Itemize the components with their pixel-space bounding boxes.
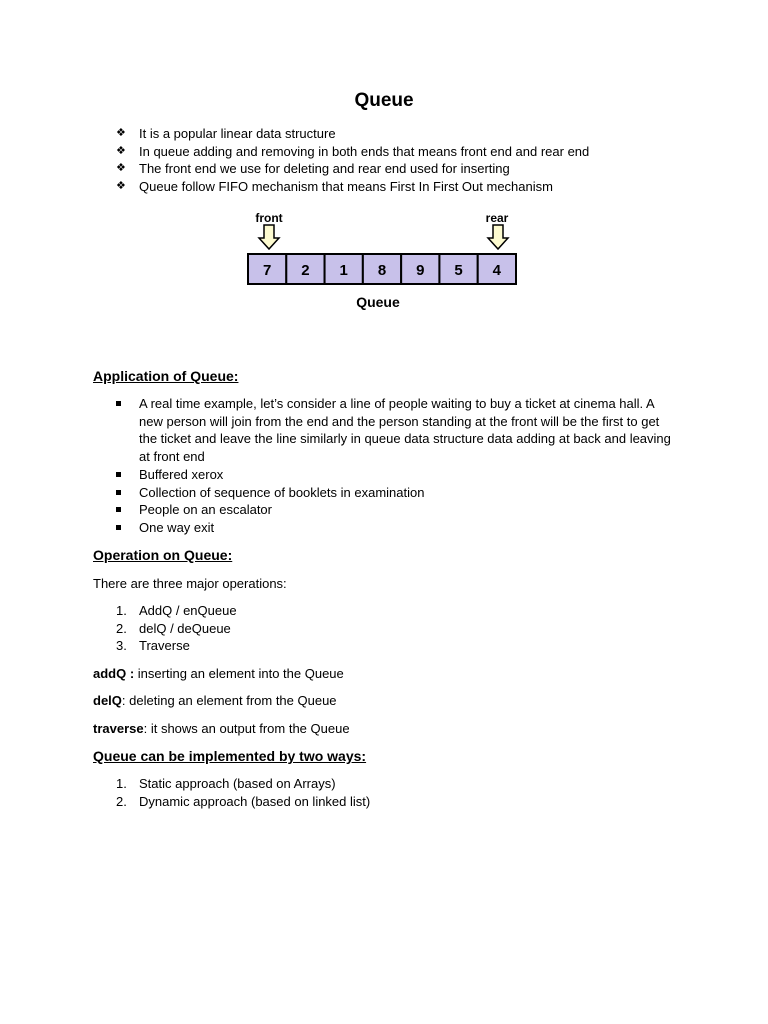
definition-addq: addQ : inserting an element into the Queue	[93, 666, 344, 681]
list-item: A real time example, let’s consider a line of people waiting to buy a ticket at cinema hall. A new person will join from the end and the person standing at the front will be the first to get the ticket and leave the line similarly in queue data structure data adding at back and leaving at front end	[116, 395, 676, 466]
square-bullet-icon	[116, 507, 121, 512]
queue-cell-value: 2	[301, 262, 310, 279]
list-item: ❖ It is a popular linear data structure	[116, 126, 336, 141]
list-item: 3. Traverse	[116, 638, 190, 654]
list-item: Buffered xerox	[116, 466, 676, 484]
list-item: People on an escalator	[116, 501, 676, 519]
list-item: ❖ In queue adding and removing in both ends that means front end and rear end	[116, 143, 590, 159]
operations-intro: There are three major operations:	[93, 576, 287, 591]
diamond-bullet-icon: ❖	[116, 144, 126, 157]
queue-cell-value: 4	[492, 262, 502, 279]
definition-delq: delQ: deleting an element from the Queue	[93, 693, 337, 708]
list-item: ❖ The front end we use for deleting and rear end used for inserting	[116, 161, 510, 177]
list-item: 1. AddQ / enQueue	[116, 603, 237, 618]
queue-cell-value: 8	[377, 262, 387, 279]
application-heading: Application of Queue:	[93, 368, 239, 384]
diamond-bullet-icon: ❖	[116, 179, 126, 192]
queue-cell-value: 7	[262, 262, 272, 279]
queue-cell-value: 5	[454, 262, 463, 279]
operations-list	[116, 602, 237, 655]
list-item: ❖ Queue follow FIFO mechanism that means First In First Out mechanism	[116, 178, 553, 194]
diagram-caption: Queue	[356, 294, 400, 310]
square-bullet-icon	[116, 401, 121, 406]
queue-diagram	[241, 206, 531, 330]
list-item: 2. delQ / deQueue	[116, 620, 231, 636]
queue-cell-value: 1	[339, 262, 348, 279]
application-list	[116, 395, 676, 537]
square-bullet-icon	[116, 472, 121, 477]
square-bullet-icon	[116, 490, 121, 495]
diamond-bullet-icon: ❖	[116, 127, 126, 139]
list-item: Collection of sequence of booklets in examination	[116, 484, 676, 502]
operations-heading: Operation on Queue:	[93, 547, 233, 563]
rear-arrow-icon	[488, 225, 508, 249]
diamond-bullet-icon: ❖	[116, 162, 126, 175]
intro-bullet-list	[116, 125, 716, 195]
front-arrow-icon	[259, 225, 279, 249]
implementation-list	[116, 775, 370, 810]
implementation-heading: Queue can be implemented by two ways:	[93, 748, 367, 764]
page-title: Queue	[354, 90, 414, 111]
rear-label: rear	[485, 211, 509, 225]
square-bullet-icon	[116, 525, 121, 530]
definition-traverse: traverse: it shows an output from the Queue	[93, 721, 350, 736]
list-item: One way exit	[116, 519, 676, 537]
list-item: 1. Static approach (based on Arrays)	[116, 776, 336, 791]
queue-cell-value: 9	[416, 262, 425, 279]
list-item: 2. Dynamic approach (based on linked list)	[116, 793, 371, 809]
front-label: front	[255, 211, 283, 225]
